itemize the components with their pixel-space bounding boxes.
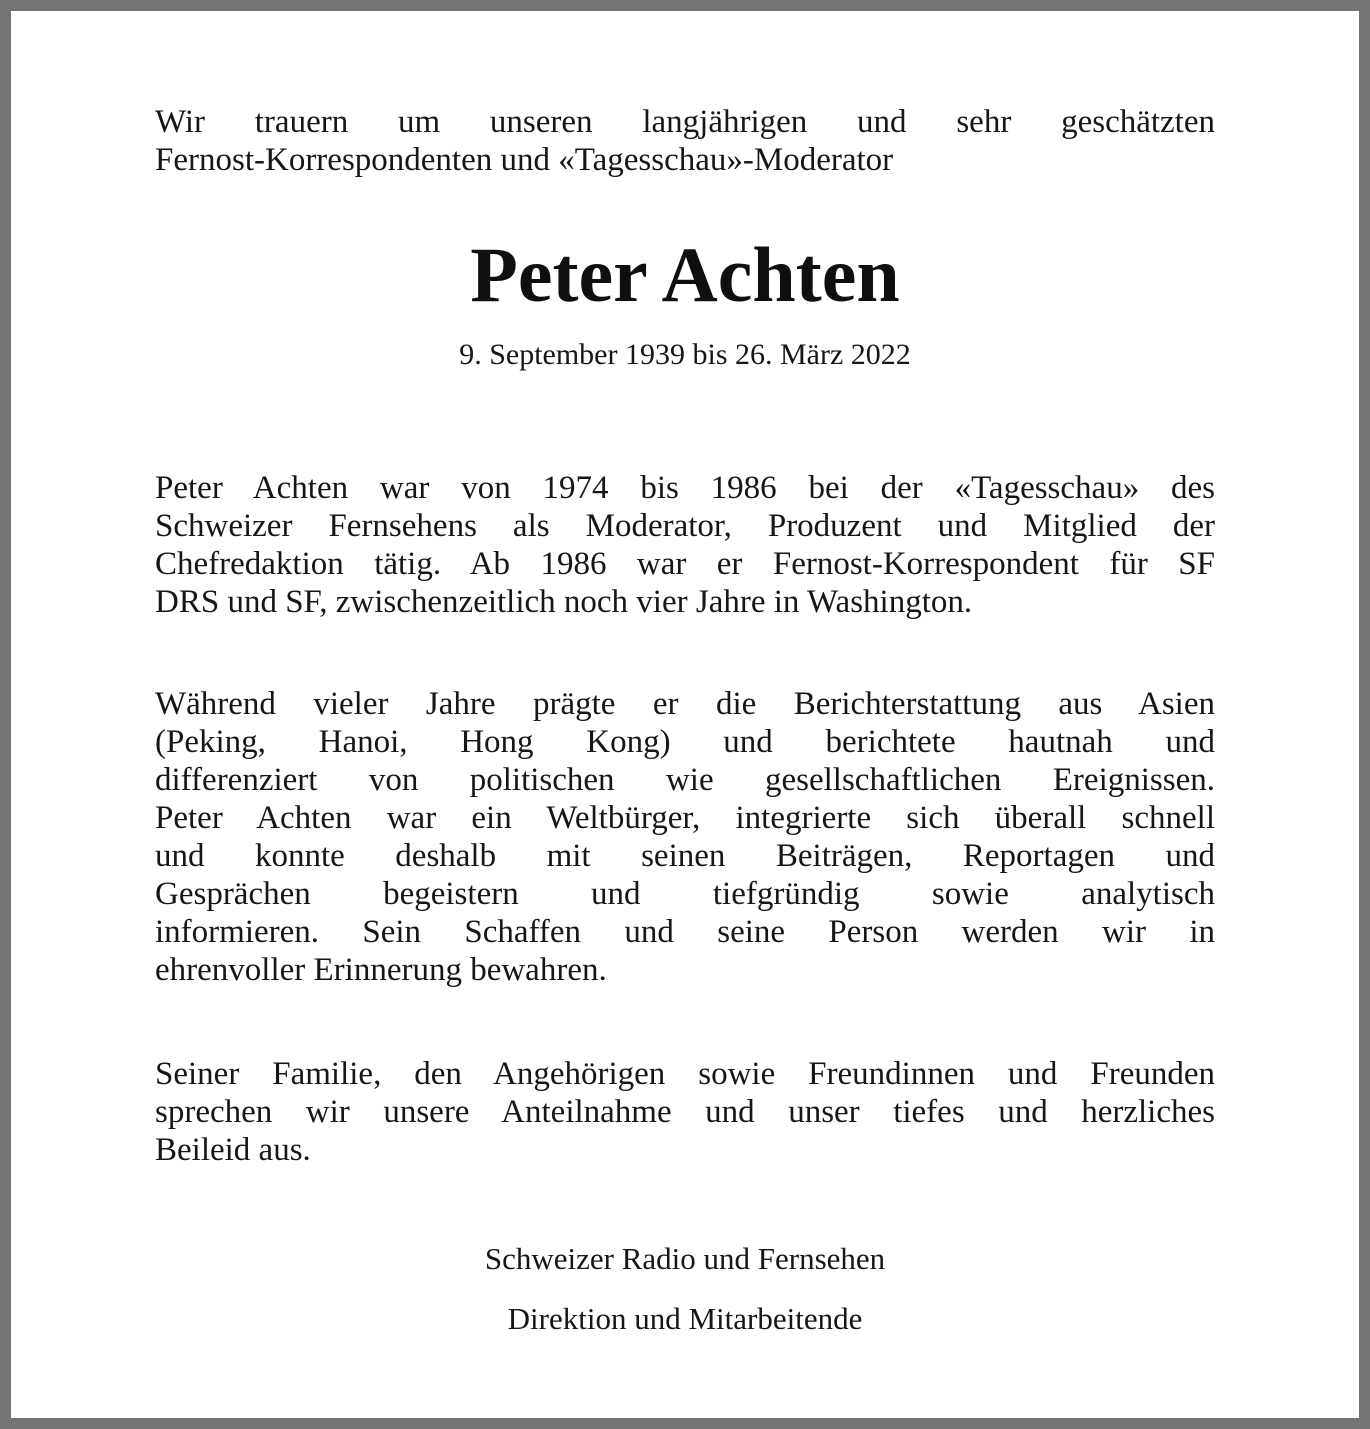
- intro-line-1: Wir trauern um unseren langjährigen und sehr geschätzten: [155, 104, 1215, 140]
- career-line-3: Chefredaktion tätig. Ab 1986 war er Fernost-Korrespondent für SF: [155, 546, 1215, 582]
- condolence-line-3: Beileid aus.: [155, 1132, 311, 1168]
- tribute-line-1: Während vieler Jahre prägte er die Berichterstattung aus Asien: [155, 686, 1215, 722]
- signature-from: Direktion und Mitarbeitende: [507, 1301, 863, 1336]
- intro-line-2: Fernost-Korrespondenten und «Tagesschau»-Moderator: [155, 142, 894, 178]
- tribute-line-6: Gesprächen begeistern und tiefgründig sowie analytisch: [155, 876, 1215, 912]
- deceased-name: Peter Achten: [470, 231, 900, 318]
- career-line-1: Peter Achten war von 1974 bis 1986 bei der «Tagesschau» des: [155, 470, 1215, 506]
- condolence-paragraph: [155, 1055, 1215, 1169]
- tribute-line-4: Peter Achten war ein Weltbürger, integrierte sich überall schnell: [155, 800, 1215, 836]
- condolence-line-2: sprechen wir unsere Anteilnahme und unser tiefes und herzliches: [155, 1094, 1215, 1130]
- career-line-4: DRS und SF, zwischenzeitlich noch vier Jahre in Washington.: [155, 584, 973, 620]
- tribute-line-2: (Peking, Hanoi, Hong Kong) und berichtete hautnah und: [155, 724, 1215, 760]
- condolence-line-1: Seiner Familie, den Angehörigen sowie Freundinnen und Freunden: [155, 1056, 1215, 1092]
- career-line-2: Schweizer Fernsehens als Moderator, Produzent und Mitglied der: [155, 508, 1215, 544]
- tribute-line-5: und konnte deshalb mit seinen Beiträgen, Reportagen und: [155, 838, 1215, 874]
- tribute-line-8: ehrenvoller Erinnerung bewahren.: [155, 952, 607, 988]
- tribute-line-7: informieren. Sein Schaffen und seine Person werden wir in: [155, 914, 1215, 950]
- signature-organization: Schweizer Radio und Fernsehen: [484, 1241, 886, 1276]
- intro-paragraph: [155, 103, 1215, 179]
- career-paragraph: [155, 469, 1215, 621]
- obituary-content: [11, 11, 1359, 1337]
- life-dates: 9. September 1939 bis 26. März 2022: [459, 338, 911, 371]
- tribute-paragraph: [155, 685, 1215, 989]
- tribute-line-3: differenziert von politischen wie gesellschaftlichen Ereignissen.: [155, 762, 1215, 798]
